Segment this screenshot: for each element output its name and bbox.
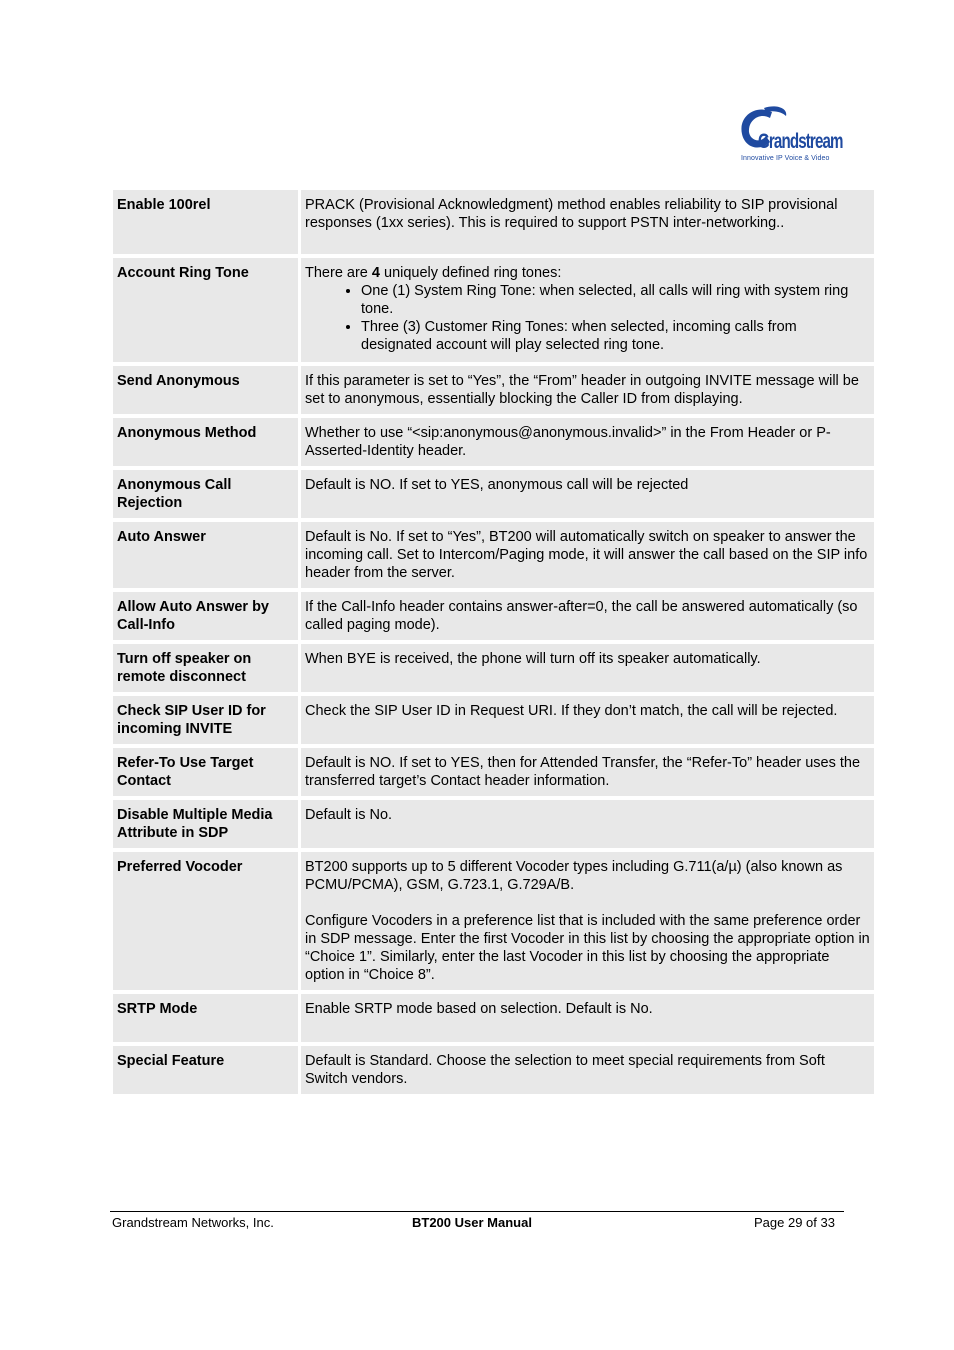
bullet-item: • Three (3) Customer Ring Tones: when selected, incoming calls from designated account will play selected ring tone. bbox=[361, 318, 870, 354]
parameter-name: Account Ring Tone bbox=[113, 258, 298, 362]
description-paragraph: If the Call-Info header contains answer-after=0, the call be answered automatically (so called paging mode). bbox=[305, 599, 858, 633]
parameter-description bbox=[301, 470, 874, 518]
table-row bbox=[113, 800, 874, 848]
logo-wordmark: Grandstream bbox=[758, 130, 843, 153]
parameter-description bbox=[301, 592, 874, 640]
table-row bbox=[113, 748, 874, 796]
description-paragraph: Enable SRTP mode based on selection. Default is No. bbox=[305, 1001, 653, 1017]
description-paragraph: Whether to use “<sip:anonymous@anonymous.invalid>” in the From Header or P-Asserted-Identity header. bbox=[305, 425, 831, 459]
table-row bbox=[113, 366, 874, 414]
description-paragraph: Default is NO. If set to YES, anonymous call will be rejected bbox=[305, 477, 689, 493]
parameter-description bbox=[301, 748, 874, 796]
table-row bbox=[113, 190, 874, 254]
table-row bbox=[113, 696, 874, 744]
parameter-description bbox=[301, 696, 874, 744]
table-row bbox=[113, 258, 874, 362]
parameter-description bbox=[301, 644, 874, 692]
footer-divider bbox=[110, 1211, 844, 1212]
parameter-name: Preferred Vocoder bbox=[113, 852, 298, 990]
grandstream-logo bbox=[736, 106, 843, 168]
parameter-description bbox=[301, 522, 874, 588]
parameter-name: Check SIP User ID for incoming INVITE bbox=[113, 696, 298, 744]
bullet-list bbox=[305, 282, 870, 354]
table-row bbox=[113, 418, 874, 466]
description-paragraph: When BYE is received, the phone will turn off its speaker automatically. bbox=[305, 651, 761, 667]
parameter-name: Special Feature bbox=[113, 1046, 298, 1094]
table-row bbox=[113, 994, 874, 1042]
ring-tone-count: 4 bbox=[371, 265, 380, 281]
description-paragraph: PRACK (Provisional Acknowledgment) method enables reliability to SIP provisional responses (1xx series). This is required to support PSTN inter-networking.. bbox=[305, 197, 838, 231]
table-row bbox=[113, 592, 874, 640]
parameter-table bbox=[110, 186, 877, 1098]
parameter-description bbox=[301, 800, 874, 848]
parameter-description bbox=[301, 852, 874, 990]
parameter-name: Send Anonymous bbox=[113, 366, 298, 414]
parameter-description bbox=[301, 1046, 874, 1094]
bullet-item: • One (1) System Ring Tone: when selected, all calls will ring with system ring tone. bbox=[361, 282, 870, 318]
description-paragraph: Default is No. If set to “Yes”, BT200 will automatically switch on speaker to answer the incoming call. Set to Intercom/Paging mode, it will answer the call based on the SIP info header from the server. bbox=[305, 529, 868, 581]
footer-manual-title: BT200 User Manual bbox=[412, 1215, 532, 1230]
parameter-name: Enable 100rel bbox=[113, 190, 298, 254]
table-row bbox=[113, 1046, 874, 1094]
parameter-name: Disable Multiple Media Attribute in SDP bbox=[113, 800, 298, 848]
parameter-name: Anonymous Call Rejection bbox=[113, 470, 298, 518]
parameter-name: Allow Auto Answer by Call-Info bbox=[113, 592, 298, 640]
table-row bbox=[113, 470, 874, 518]
parameter-name: SRTP Mode bbox=[113, 994, 298, 1042]
table-row bbox=[113, 644, 874, 692]
parameter-name: Auto Answer bbox=[113, 522, 298, 588]
intro-text: There are bbox=[305, 265, 372, 281]
parameter-description bbox=[301, 258, 874, 362]
parameter-description bbox=[301, 418, 874, 466]
parameter-name: Refer-To Use Target Contact bbox=[113, 748, 298, 796]
parameter-description bbox=[301, 366, 874, 414]
parameter-description bbox=[301, 994, 874, 1042]
table-row bbox=[113, 522, 874, 588]
parameter-description bbox=[301, 190, 874, 254]
parameter-name: Anonymous Method bbox=[113, 418, 298, 466]
description-paragraph: If this parameter is set to “Yes”, the “From” header in outgoing INVITE message will be set to anonymous, essentially blocking the Caller ID from displaying. bbox=[305, 373, 859, 407]
description-paragraph: Configure Vocoders in a preference list that is included with the same preference order in SDP message. Enter the first Vocoder in this list by choosing the appropriate option in “Choice 1”. Similarly, enter the last Vocoder in this list by choosing the appropriate option in “Choice 8”. bbox=[305, 913, 870, 983]
description-paragraph: Default is NO. If set to YES, then for Attended Transfer, the “Refer-To” header uses the transferred target’s Contact header information. bbox=[305, 755, 861, 789]
description-paragraph: Default is No. bbox=[305, 807, 393, 823]
description-intro bbox=[305, 264, 870, 282]
description-paragraph: BT200 supports up to 5 different Vocoder types including G.711(a/µ) (also known as PCMU/PCMA), GSM, G.723.1, G.729A/B. bbox=[305, 859, 843, 893]
description-paragraph: Default is Standard. Choose the selection to meet special requirements from Soft Switch vendors. bbox=[305, 1053, 825, 1087]
description-paragraph: Check the SIP User ID in Request URI. If they don’t match, the call will be rejected. bbox=[305, 703, 838, 719]
logo-tagline: Innovative IP Voice & Video bbox=[741, 155, 830, 162]
footer-page-number: Page 29 of 33 bbox=[754, 1215, 835, 1230]
table-row bbox=[113, 852, 874, 990]
parameter-name: Turn off speaker on remote disconnect bbox=[113, 644, 298, 692]
intro-text: uniquely defined ring tones: bbox=[379, 265, 562, 281]
footer-company: Grandstream Networks, Inc. bbox=[112, 1215, 274, 1230]
